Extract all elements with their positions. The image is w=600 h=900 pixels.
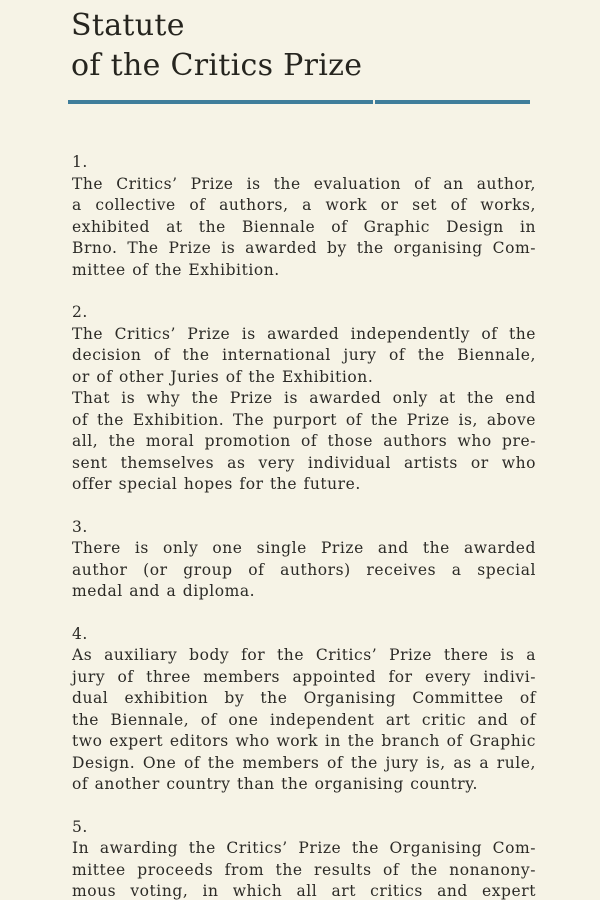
paragraph-line: all, the moral promotion of those authors who pre- [72, 432, 536, 450]
paragraph-line: mittee of the Exhibition. [72, 260, 280, 279]
paragraph-line: decision of the international jury of the Biennale, [72, 346, 536, 364]
paragraph-line: a collective of authors, a work or set of works, [72, 196, 536, 214]
paragraph-line: mittee proceeds from the results of the nonanony- [72, 860, 536, 879]
section-3 [72, 517, 536, 603]
section-number: 2. [72, 303, 88, 321]
section-number: 3. [72, 517, 88, 536]
paragraph-line: jury of three members appointed for every indivi- [72, 667, 536, 686]
paragraph-line: or of other Juries of the Exhibition. [72, 367, 374, 386]
page-title [71, 6, 362, 86]
section-1 [72, 152, 536, 281]
paragraph-line: Design. One of the members of the jury is, as a rule, [72, 753, 536, 772]
paragraph-line: exhibited at the Biennale of Graphic Design in [72, 217, 536, 236]
section-4 [72, 624, 536, 796]
paragraph-line: The Critics’ Prize is the evaluation of an author, [72, 174, 536, 193]
title-divider [68, 100, 530, 104]
statute-body [72, 152, 536, 900]
paragraph-line: There is only one single Prize and the awarded [72, 539, 536, 557]
section-5 [72, 817, 536, 900]
paragraph-line: two expert editors who work in the branch of Graphic [72, 732, 536, 750]
paragraph-line: the Biennale, of one independent art critic and of [72, 710, 536, 729]
section-number: 4. [72, 624, 88, 643]
paragraph-line: Brno. The Prize is awarded by the organising Com- [72, 239, 536, 257]
paragraph-line: sent themselves as very individual artists or who [72, 453, 536, 472]
paragraph-line: medal and a diploma. [72, 582, 256, 600]
paragraph-line: That is why the Prize is awarded only at the end [72, 389, 536, 407]
paragraph-line: The Critics’ Prize is awarded independently of the [72, 324, 536, 343]
paragraph-line: As auxiliary body for the Critics’ Prize there is a [72, 646, 536, 664]
section-number: 5. [72, 817, 88, 836]
paragraph-line: dual exhibition by the Organising Committee of [72, 689, 536, 707]
paragraph-line: offer special hopes for the future. [72, 475, 361, 493]
paragraph-line: of the Exhibition. The purport of the Prize is, above [72, 410, 536, 429]
paragraph-line: of another country than the organising country. [72, 775, 478, 793]
section-2 [72, 302, 536, 496]
paragraph-line: author (or group of authors) receives a special [72, 560, 536, 579]
title-line-1: Statute [71, 8, 185, 43]
title-line-2: of the Critics Prize [71, 48, 363, 83]
paragraph-line: In awarding the Critics’ Prize the Organising Com- [72, 839, 536, 857]
paragraph-line: mous voting, in which all art critics and expert [72, 882, 536, 900]
section-number: 1. [72, 153, 88, 171]
